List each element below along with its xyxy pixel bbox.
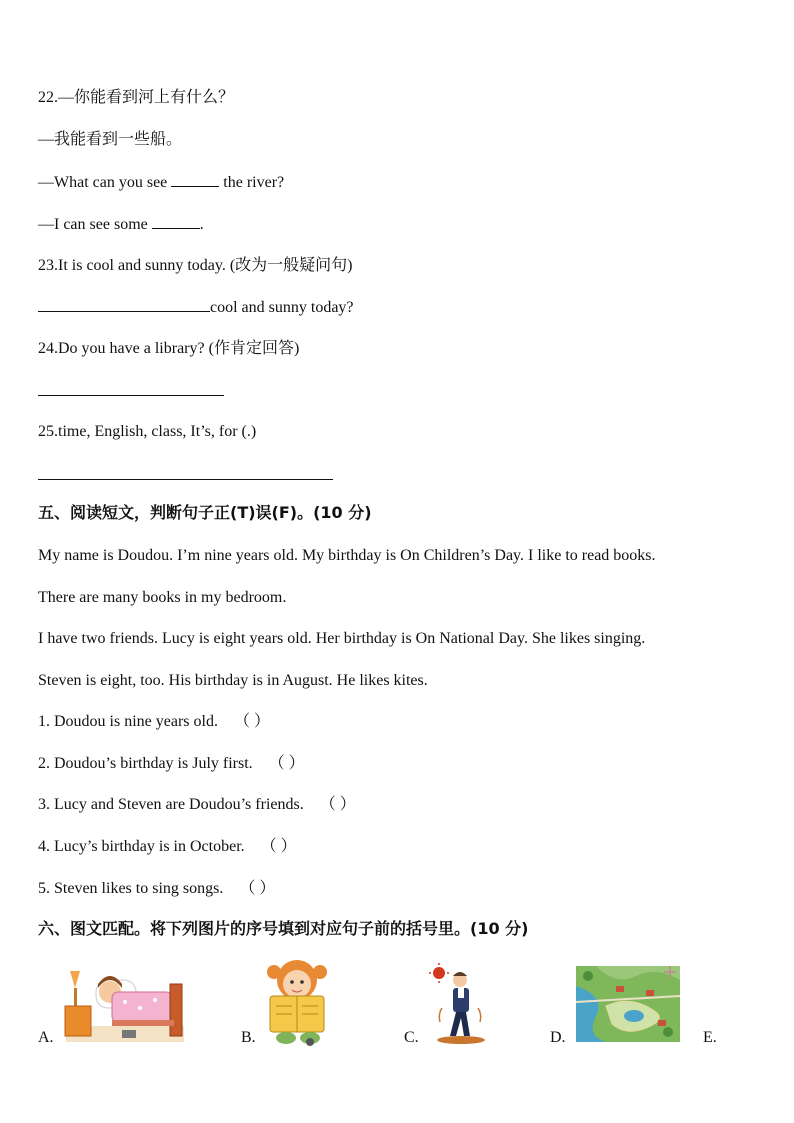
passage-line-2: There are many books in my bedroom. — [38, 589, 287, 606]
judge-item-4 — [38, 837, 297, 857]
passage-line-3: I have two friends. Lucy is eight years old. Her birthday is On National Day. She likes singing. — [38, 630, 646, 647]
answer-bracket[interactable]: （ ） — [239, 880, 276, 897]
answer-bracket[interactable]: （ ） — [319, 796, 356, 813]
judge-item-3 — [38, 795, 356, 815]
picture-label-a: A. — [38, 1029, 54, 1046]
reading-girl-picture — [264, 956, 330, 1046]
q22-chinese-answer: —我能看到一些船。 — [38, 131, 183, 148]
q22-en2-pre: —I can see some — [38, 216, 152, 233]
judge-item-2 — [38, 754, 305, 774]
judge-item-text: 3. Lucy and Steven are Doudou’s friends. — [38, 796, 304, 813]
q22-en1-post: the river? — [219, 174, 285, 191]
section6-heading: 六、图文匹配。将下列图片的序号填到对应句子前的括号里。(10 分) — [38, 919, 529, 938]
q23-answer-post: cool and sunny today? — [210, 299, 354, 316]
q22-chinese-question: 22.—你能看到河上有什么？ — [38, 89, 235, 106]
sleeping-girl-picture — [60, 966, 186, 1044]
q23-answer-line — [38, 297, 354, 318]
q24-prompt: 24.Do you have a library? (作肯定回答) — [38, 340, 300, 357]
q22-en2-post: . — [199, 216, 204, 233]
answer-bracket[interactable]: （ ） — [260, 838, 297, 855]
sun-icon — [433, 967, 445, 979]
q22-blank-2[interactable] — [152, 214, 200, 229]
q24-answer-blank[interactable] — [38, 395, 224, 396]
picture-label-d: D. — [550, 1029, 566, 1046]
section5-heading: 五、阅读短文，判断句子正(T)误(F)。(10 分) — [38, 503, 372, 522]
answer-bracket[interactable]: （ ） — [233, 713, 270, 730]
judge-item-text: 5. Steven likes to sing songs. — [38, 880, 224, 897]
answer-bracket[interactable]: （ ） — [268, 755, 305, 772]
judge-item-text: 1. Doudou is nine years old. — [38, 713, 218, 730]
judge-item-5 — [38, 879, 275, 899]
picture-label-b: B. — [241, 1029, 256, 1046]
picture-label-c: C. — [404, 1029, 419, 1046]
judge-item-1 — [38, 712, 270, 732]
lamp-shade-icon — [70, 971, 80, 988]
passage-line-1: My name is Doudou. I’m nine years old. My birthday is On Children’s Day. I like to read books. — [38, 547, 656, 564]
q23-blank[interactable] — [38, 297, 210, 312]
judge-item-text: 4. Lucy’s birthday is in October. — [38, 838, 245, 855]
hot-man-picture — [428, 962, 494, 1044]
passage-line-4: Steven is eight, too. His birthday is in August. He likes kites. — [38, 672, 428, 689]
q22-english-answer — [38, 214, 204, 235]
q22-en1-pre: —What can you see — [38, 174, 172, 191]
plus-icon — [664, 966, 676, 978]
q25-prompt: 25.time, English, class, It’s, for (.) — [38, 423, 257, 440]
picture-label-e: E. — [703, 1029, 717, 1046]
q23-prompt: 23.It is cool and sunny today. (改为一般疑问句) — [38, 257, 353, 274]
q22-blank-1[interactable] — [171, 172, 219, 187]
judge-item-text: 2. Doudou’s birthday is July first. — [38, 755, 253, 772]
q22-english-question — [38, 172, 284, 193]
q25-answer-blank[interactable] — [38, 479, 333, 480]
